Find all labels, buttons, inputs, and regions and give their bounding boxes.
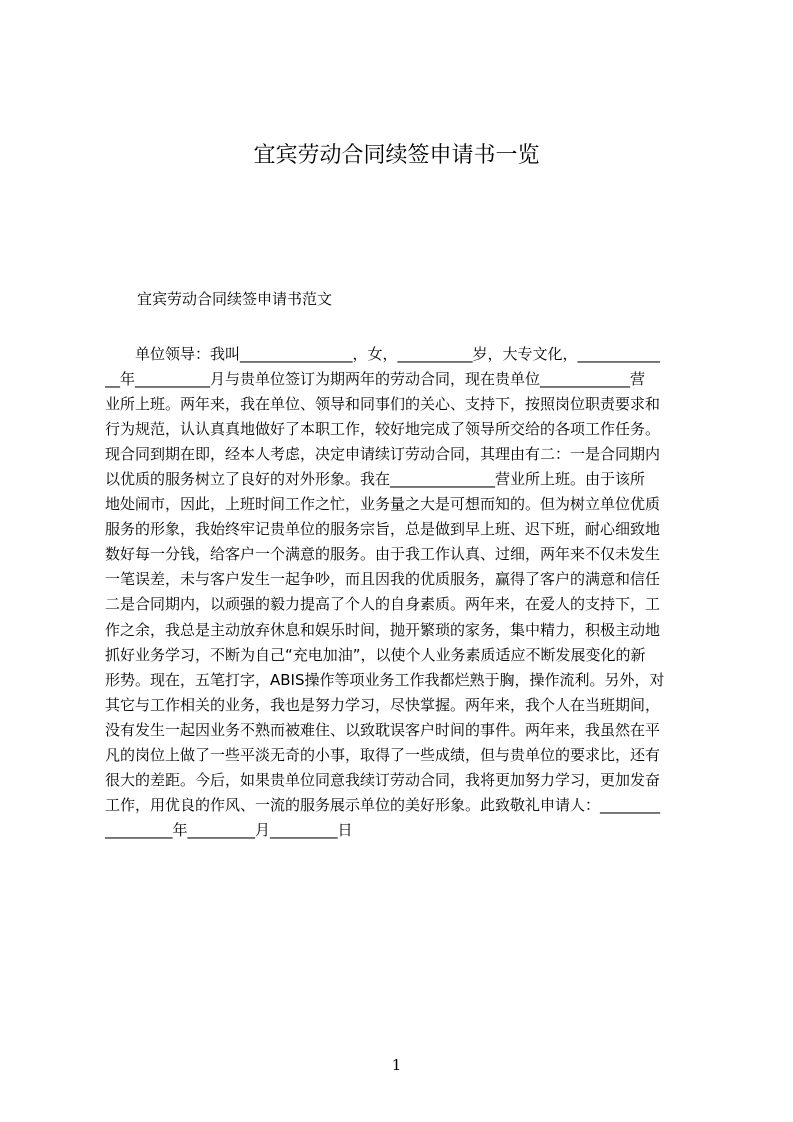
- body-line: 数好每一分钱，给客户一个满意的服务。由于我工作认真、过细，两年来不仅未发生: [105, 545, 661, 564]
- body-line: 地处闹市，因此，上班时间工作之忙，业务量之大是可想而知的。但为树立单位优质: [105, 495, 661, 514]
- body-line: 一笔误差，未与客户发生一起争吵，而且因我的优质服务，赢得了客户的满意和信任: [105, 570, 661, 589]
- body-line: __年__________月与贵单位签订为期两年的劳动合同，现在贵单位____________营: [105, 370, 646, 389]
- body-line: 凡的岗位上做了一些平淡无奇的小事，取得了一些成绩，但与贵单位的要求比，还有: [105, 745, 661, 764]
- body-line: 形势。现在，五笔打字，ABIS操作等项业务工作我都烂熟于胸，操作流利。另外，对: [105, 670, 665, 689]
- body-line: 很大的差距。今后，如果贵单位同意我续订劳动合同，我将更加努力学习，更加发奋: [105, 770, 661, 789]
- body-line: 业所上班。两年来，我在单位、领导和同事们的关心、支持下，按照岗位职责要求和: [105, 395, 661, 414]
- body-line: 以优质的服务树立了良好的对外形象。我在______________营业所上班。由于该所: [105, 470, 646, 489]
- body-line: 现合同到期在即，经本人考虑，决定申请续订劳动合同，其理由有二：一是合同期内: [105, 445, 661, 464]
- body-paragraph: [105, 342, 701, 843]
- body-line: 二是合同期内，以顽强的毅力提高了个人的自身素质。两年来，在爱人的支持下，工: [105, 595, 661, 614]
- page-number: 1: [391, 1056, 402, 1074]
- body-line: 其它与工作相关的业务，我也是努力学习，尽快掌握。两年来，我个人在当班期间，: [105, 695, 661, 714]
- body-line: 抓好业务学习，不断为自己“充电加油”，以使个人业务素质适应不断发展变化的新: [105, 645, 646, 664]
- body-line: 作之余，我总是主动放弃休息和娱乐时间，抛开繁琐的家务，集中精力，积极主动地: [105, 620, 661, 639]
- document-subtitle: 宜宾劳动合同续签申请书范文: [137, 290, 333, 308]
- body-line: 行为规范，认认真真地做好了本职工作，较好地完成了领导所交给的各项工作任务。: [105, 420, 661, 439]
- body-line: 服务的形象，我始终牢记贵单位的服务宗旨，总是做到早上班、迟下班，耐心细致地: [105, 520, 661, 539]
- body-line: _________年_________月_________日: [105, 820, 353, 839]
- document-title: 宜宾劳动合同续签申请书一览: [253, 143, 540, 168]
- body-line: 单位领导：我叫_______________，女，__________岁，大专文化，___________: [105, 345, 661, 363]
- body-line: 没有发生一起因业务不熟而被难住、以致耽误客户时间的事件。两年来，我虽然在平: [105, 720, 661, 739]
- body-line: 工作，用优良的作风、一流的服务展示单位的美好形象。此致敬礼申请人：________: [105, 795, 661, 814]
